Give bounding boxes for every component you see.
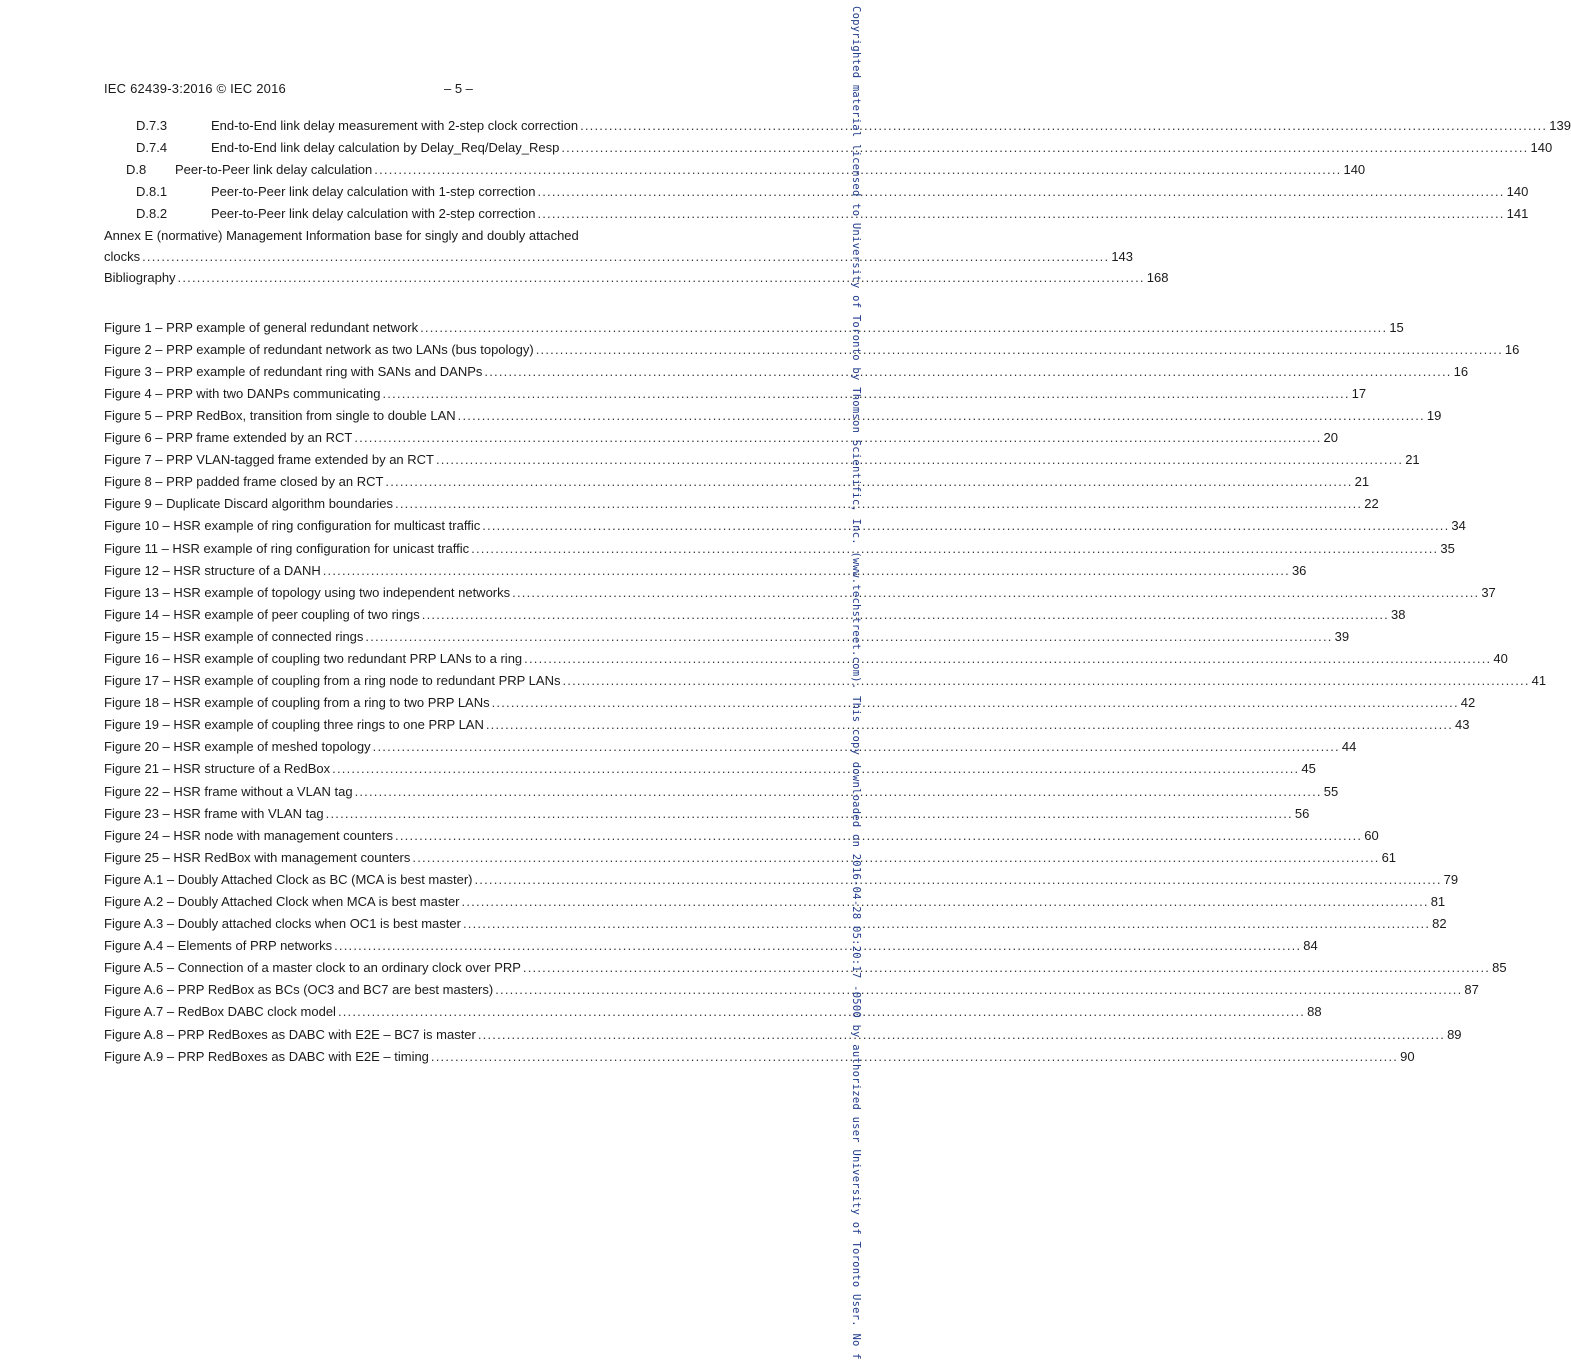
figure-entry-title: Figure 5 – PRP RedBox, transition from single to double LAN xyxy=(104,407,456,423)
figure-entry-page: 82 xyxy=(1432,916,1447,932)
dot-leader xyxy=(385,474,1352,489)
figure-entry-page: 16 xyxy=(1504,341,1520,357)
dot-leader xyxy=(482,518,1449,533)
dot-leader xyxy=(523,960,1490,975)
figure-entry-page: 17 xyxy=(1351,385,1367,401)
toc-entry-title: Peer-to-Peer link delay calculation xyxy=(175,162,373,178)
figure-list-entry[interactable] xyxy=(104,363,1469,386)
figure-entry-page: 21 xyxy=(1405,452,1420,468)
figure-entry-title: Figure 18 – HSR example of coupling from a ring to two PRP LANs xyxy=(104,695,490,711)
figure-entry-page: 20 xyxy=(1323,430,1338,446)
figure-entry-page: 16 xyxy=(1453,363,1469,379)
figure-list-entry[interactable] xyxy=(104,960,1507,982)
toc-entry-annex-e[interactable] xyxy=(104,228,1134,270)
figure-entry-title: Figure 22 – HSR frame without a VLAN tag xyxy=(104,783,353,799)
figure-entry-title: Figure 20 – HSR example of meshed topology xyxy=(104,739,371,755)
figure-entry-title: Figure A.9 – PRP RedBoxes as DABC with E2E – timing xyxy=(104,1048,429,1064)
figure-entry-title: Figure 3 – PRP example of redundant ring with SANs and DANPs xyxy=(104,363,483,379)
dot-leader xyxy=(142,249,1109,264)
figure-list-entry[interactable] xyxy=(104,938,1318,960)
dot-leader xyxy=(580,118,1547,133)
figure-list-entry[interactable] xyxy=(104,496,1379,518)
dot-leader xyxy=(334,938,1301,953)
dot-leader xyxy=(412,850,1379,865)
figure-entry-title: Figure A.8 – PRP RedBoxes as DABC with E2E – BC7 is master xyxy=(104,1026,476,1042)
dot-leader xyxy=(354,430,1321,445)
dot-leader xyxy=(355,784,1322,799)
figure-list-entry[interactable] xyxy=(104,982,1479,1004)
toc-entry-page: 140 xyxy=(1506,184,1529,200)
figure-entry-title: Figure 11 – HSR example of ring configuration for unicast traffic xyxy=(104,540,470,556)
figure-entry-title: Figure 10 – HSR example of ring configuration for multicast traffic xyxy=(104,518,481,534)
figure-list-entry[interactable] xyxy=(104,628,1350,651)
figure-entry-page: 36 xyxy=(1291,562,1307,578)
figure-entry-page: 81 xyxy=(1430,894,1446,909)
toc-entry-title: Bibliography xyxy=(104,270,176,286)
figure-list-entry[interactable] xyxy=(104,1004,1322,1026)
figure-entry-title: Figure 25 – HSR RedBox with management counters xyxy=(104,849,411,865)
figure-list-entry[interactable] xyxy=(104,518,1466,540)
figure-list-entry[interactable] xyxy=(104,452,1420,474)
figure-list-entry[interactable] xyxy=(104,916,1447,938)
figure-list-entry[interactable] xyxy=(104,761,1316,783)
dot-leader xyxy=(492,695,1459,710)
dot-leader xyxy=(478,1027,1445,1042)
toc-entry-d8[interactable] xyxy=(104,162,1366,184)
figure-entry-page: 37 xyxy=(1481,584,1496,600)
figure-list-entry[interactable] xyxy=(104,1048,1415,1071)
toc-entry-d81[interactable] xyxy=(104,184,1529,206)
document-id: IEC 62439-3:2016 © IEC 2016 xyxy=(104,81,286,96)
dot-leader xyxy=(422,607,1389,622)
page-header xyxy=(104,81,748,99)
toc-entry-page: 141 xyxy=(1506,206,1529,222)
copyright-watermark xyxy=(848,0,868,1360)
figure-entry-title: Figure 2 – PRP example of redundant network as two LANs (bus topology) xyxy=(104,341,534,357)
dot-leader xyxy=(484,364,1451,379)
figure-list-entry[interactable] xyxy=(104,407,1442,430)
dot-leader xyxy=(420,320,1387,335)
figure-entry-page: 43 xyxy=(1455,717,1470,733)
toc-entry-number: D.8 xyxy=(126,162,147,178)
dot-leader xyxy=(536,342,1503,357)
dot-leader xyxy=(431,1049,1398,1064)
toc-entry-d73[interactable] xyxy=(104,118,1571,140)
figure-list-entry[interactable] xyxy=(104,319,1404,342)
figure-list-entry[interactable] xyxy=(104,562,1307,585)
page-number: – 5 – xyxy=(444,81,473,96)
figure-entry-page: 85 xyxy=(1492,960,1507,976)
figure-list-entry[interactable] xyxy=(104,1026,1462,1049)
figure-list-entry[interactable] xyxy=(104,783,1339,806)
toc-entry-title: End-to-End link delay measurement with 2-step clock correction xyxy=(211,118,579,133)
figure-list-entry[interactable] xyxy=(104,739,1357,761)
toc-entry-page: 143 xyxy=(1111,249,1134,265)
toc-entry-title: End-to-End link delay calculation by Delay_Req/Delay_Resp xyxy=(211,140,560,156)
figure-entry-page: 22 xyxy=(1364,496,1379,512)
dot-leader xyxy=(395,496,1362,511)
figure-entry-page: 19 xyxy=(1426,407,1442,423)
figure-list-entry[interactable] xyxy=(104,385,1367,408)
dot-leader xyxy=(323,563,1290,578)
dot-leader xyxy=(486,717,1453,732)
watermark-text: Copyrighted material licensed to University of Toronto by Thomson Scientific, Inc. (www.techstreet.com). This copy downloaded on 2016-04-28 05:20:17 -0500 by authorized user University of Toronto User. No f xyxy=(850,6,862,1360)
figure-entry-title: Figure 12 – HSR structure of a DANH xyxy=(104,562,321,578)
dot-leader xyxy=(495,982,1462,997)
figure-entry-page: 41 xyxy=(1531,673,1547,689)
figure-entry-title: Figure 13 – HSR example of topology using two independent networks xyxy=(104,584,511,600)
figure-list-entry[interactable] xyxy=(104,606,1406,629)
figure-list-entry[interactable] xyxy=(104,650,1508,673)
toc-entry-number: D.8.1 xyxy=(136,184,168,200)
toc-entry-page: 140 xyxy=(1530,140,1553,156)
figure-list-entry[interactable] xyxy=(104,474,1370,496)
figure-entry-title: Figure 21 – HSR structure of a RedBox xyxy=(104,761,331,777)
figure-list-entry[interactable] xyxy=(104,540,1455,563)
figure-entry-title: Figure 1 – PRP example of general redundant network xyxy=(104,319,419,335)
figure-entry-title: Figure A.3 – Doubly attached clocks when OC1 is best master xyxy=(104,916,461,932)
figure-list-entry[interactable] xyxy=(104,805,1310,828)
figure-entry-page: 56 xyxy=(1294,805,1310,821)
figure-entry-page: 90 xyxy=(1400,1048,1415,1064)
figure-entry-title: Figure A.5 – Connection of a master clock to an ordinary clock over PRP xyxy=(104,960,521,976)
figure-entry-title: Figure A.2 – Doubly Attached Clock when MCA is best master xyxy=(104,894,460,909)
dot-leader xyxy=(338,1004,1305,1019)
figure-entry-title: Figure A.4 – Elements of PRP networks xyxy=(104,938,333,954)
dot-leader xyxy=(332,761,1299,776)
dot-leader xyxy=(524,651,1491,666)
figure-entry-title: Figure A.6 – PRP RedBox as BCs (OC3 and BC7 are best masters) xyxy=(104,982,494,998)
dot-leader xyxy=(326,806,1293,821)
figure-entry-page: 84 xyxy=(1303,938,1318,954)
toc-entry-title: Peer-to-Peer link delay calculation with 1-step correction xyxy=(211,184,536,200)
toc-entry-title: Annex E (normative) Management Information base for singly and doubly attached xyxy=(104,228,579,244)
figure-list-entry[interactable] xyxy=(104,584,1496,607)
dot-leader xyxy=(474,872,1441,887)
dot-leader xyxy=(537,184,1504,199)
figure-entry-title: Figure A.1 – Doubly Attached Clock as BC (MCA is best master) xyxy=(104,871,473,887)
toc-entry-page: 168 xyxy=(1146,270,1169,286)
section-gap xyxy=(104,293,766,320)
figure-entry-page: 61 xyxy=(1381,849,1397,865)
figure-list-entry[interactable] xyxy=(104,827,1379,850)
figure-entry-title: Figure 8 – PRP padded frame closed by an RCT xyxy=(104,474,384,490)
figure-entry-title: Figure 17 – HSR example of coupling from a ring node to redundant PRP LANs xyxy=(104,673,561,689)
dot-leader xyxy=(462,894,1429,909)
figure-entry-page: 40 xyxy=(1493,650,1508,666)
figure-list-entry[interactable] xyxy=(104,341,1520,364)
figure-entry-title: Figure 19 – HSR example of coupling three rings to one PRP LAN xyxy=(104,717,484,733)
dot-leader xyxy=(436,452,1403,467)
figure-entry-title: Figure 15 – HSR example of connected rings xyxy=(104,628,364,644)
figure-entry-title: Figure 4 – PRP with two DANPs communicating xyxy=(104,385,381,401)
figure-entry-title: Figure 9 – Duplicate Discard algorithm boundaries xyxy=(104,496,394,512)
toc-entry-bibliography[interactable] xyxy=(104,270,1169,292)
figure-entry-page: 44 xyxy=(1341,739,1357,755)
figure-entry-title: Figure 6 – PRP frame extended by an RCT xyxy=(104,430,353,446)
toc-entry-title: Peer-to-Peer link delay calculation with 2-step correction xyxy=(211,206,536,222)
figure-entry-title: Figure 7 – PRP VLAN-tagged frame extended by an RCT xyxy=(104,452,434,468)
toc-entry-page: 139 xyxy=(1549,118,1571,133)
toc-entry-d82[interactable] xyxy=(104,206,1529,228)
figure-entry-page: 55 xyxy=(1323,783,1339,799)
toc-entry-number: D.7.4 xyxy=(136,140,168,156)
toc-entry-d74[interactable] xyxy=(104,140,1553,162)
figure-list-entry[interactable] xyxy=(104,717,1470,739)
figure-entry-page: 60 xyxy=(1364,827,1379,843)
figure-entry-title: Figure 14 – HSR example of peer coupling of two rings xyxy=(104,606,420,622)
dot-leader xyxy=(458,408,1425,423)
dot-leader xyxy=(463,916,1430,931)
toc-entry-number: D.8.2 xyxy=(136,206,168,222)
dot-leader xyxy=(471,541,1438,556)
figure-entry-title: Figure 23 – HSR frame with VLAN tag xyxy=(104,805,324,821)
toc-entry-number: D.7.3 xyxy=(136,118,168,133)
dot-leader xyxy=(512,585,1479,600)
dot-leader xyxy=(395,828,1362,843)
figure-list-entry[interactable] xyxy=(104,695,1476,717)
toc-entry-title-cont: clocks xyxy=(104,249,141,265)
figure-entry-page: 87 xyxy=(1464,982,1479,998)
figure-entry-page: 15 xyxy=(1389,319,1404,335)
figure-list-entry[interactable] xyxy=(104,871,1459,894)
dot-leader xyxy=(562,673,1529,688)
figure-entry-page: 34 xyxy=(1451,518,1466,534)
figure-entry-page: 39 xyxy=(1334,628,1350,644)
dot-leader xyxy=(178,270,1145,285)
figure-entry-title: Figure A.7 – RedBox DABC clock model xyxy=(104,1004,336,1020)
figure-list-entry[interactable] xyxy=(104,430,1338,452)
figure-list-entry[interactable] xyxy=(104,673,1547,695)
figure-entry-title: Figure 24 – HSR node with management counters xyxy=(104,827,394,843)
toc-entry-page: 140 xyxy=(1343,162,1366,178)
figure-entry-page: 42 xyxy=(1460,695,1476,711)
figure-entry-page: 88 xyxy=(1307,1004,1322,1020)
figure-entry-title: Figure 16 – HSR example of coupling two redundant PRP LANs to a ring xyxy=(104,650,523,666)
figure-list-entry[interactable] xyxy=(104,849,1397,872)
figure-entry-page: 38 xyxy=(1390,606,1406,622)
figure-entry-page: 45 xyxy=(1301,761,1316,777)
figure-entry-page: 21 xyxy=(1354,474,1370,490)
dot-leader xyxy=(561,140,1528,155)
figure-list-entry[interactable] xyxy=(104,894,1446,916)
figure-entry-page: 89 xyxy=(1447,1026,1462,1042)
figure-entry-page: 79 xyxy=(1443,871,1459,887)
dot-leader xyxy=(537,206,1504,221)
figure-entry-page: 35 xyxy=(1440,540,1455,556)
